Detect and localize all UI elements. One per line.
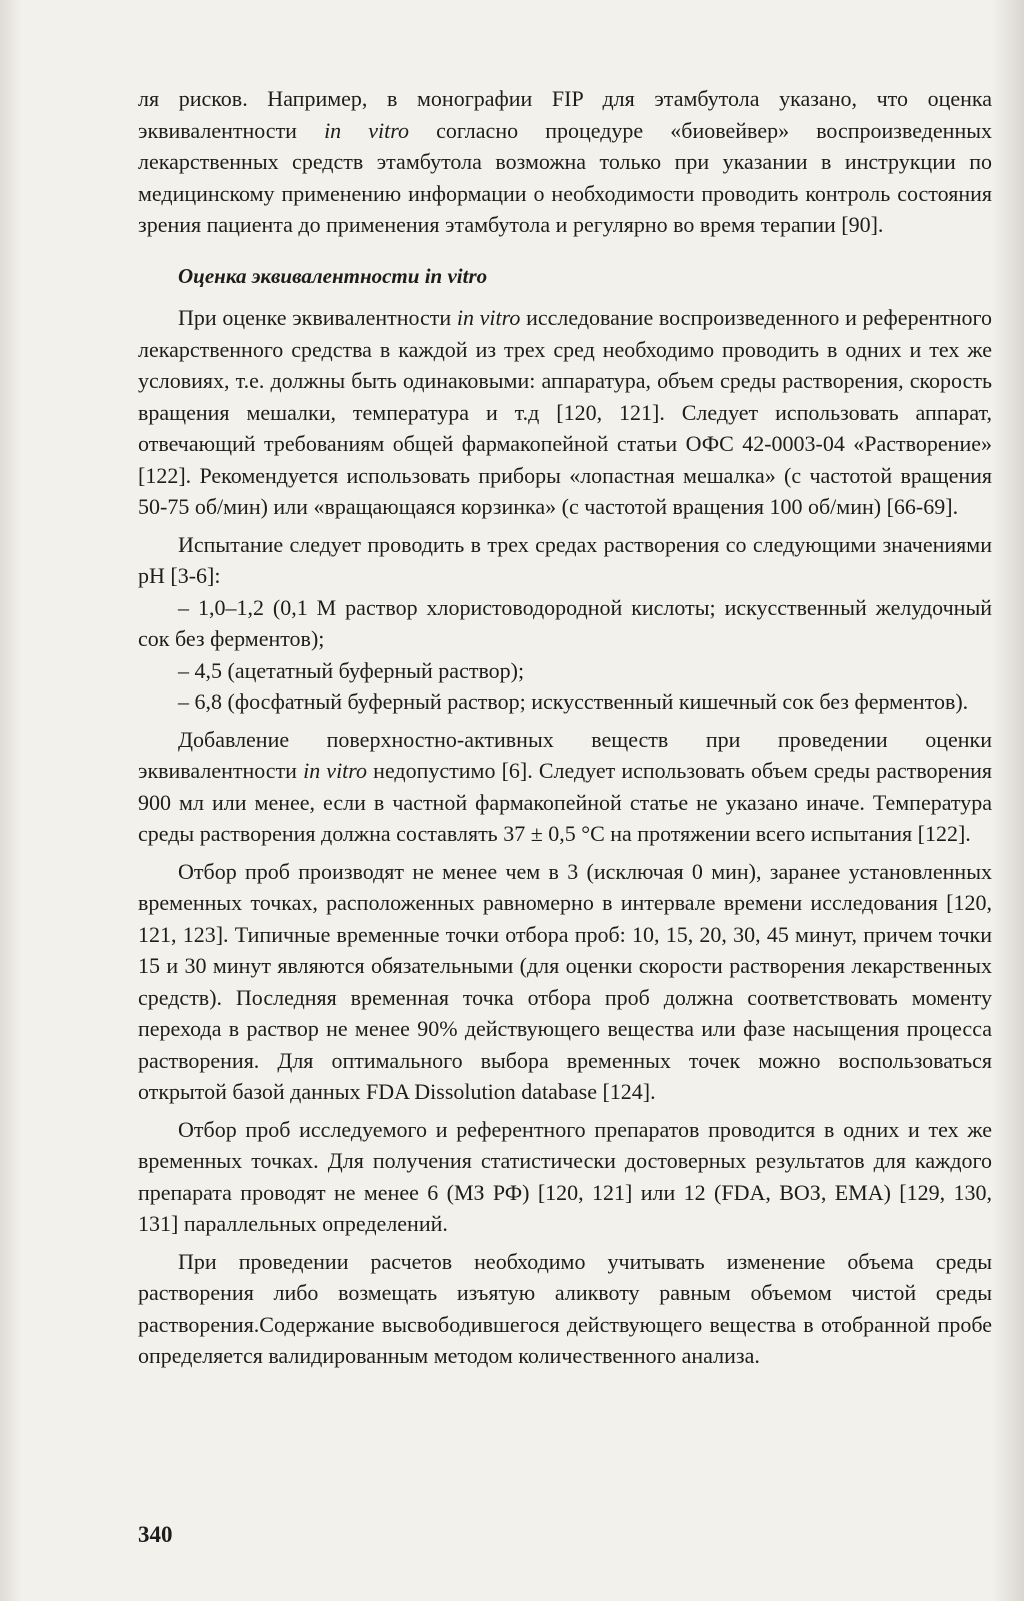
italic-term: in vitro bbox=[324, 117, 410, 143]
paragraph-continued: ля рисков. Например, в монографии FIP для этамбутола указано, что оценка эквивалентности in vitro согласно процедуре «биовейвер» воспроизведенных лекарственных средств этамбутола возможна только при указании в инструкции по медицинскому применению информации о необходимости проводить контроль состояния зрения пациента до применения этамбутола и регулярно во время терапии [90]. bbox=[138, 86, 992, 237]
paragraph: При проведении расчетов необходимо учитывать изменение объема среды растворения либо возмещать изъятую аликвоту равным объемом чистой среды растворения.Содержание высвободившегося действующего вещества в отобранной пробе определяется валидированным методом количественного анализа. bbox=[138, 1248, 992, 1368]
page-number: 340 bbox=[138, 1522, 173, 1547]
italic-term: in vitro bbox=[456, 305, 521, 330]
section-heading: Оценка эквивалентности in vitro bbox=[178, 263, 488, 288]
paragraph: Добавление поверхностно-активных веществ при проведении оценки эквивалентности in vitro недопустимо [6]. Следует использовать объем среды растворения 900 мл или менее, если в частной фармакопейной статье не указано иначе. Температура среды растворения должна составлять 37 ± 0,5 °С на протяжении всего испытания [122]. bbox=[138, 726, 992, 846]
page-text-block bbox=[138, 83, 992, 1372]
paragraph: Отбор проб исследуемого и референтного препаратов проводится в одних и тех же временных точках. Для получения статистически достоверных результатов для каждого препарата проводят не менее 6 (МЗ РФ) [120, 121] или 12 (FDA, ВОЗ, ЕМА) [129, 130, 131] параллельных определений. bbox=[138, 1116, 992, 1236]
list-item: – 1,0–1,2 (0,1 М раствор хлористоводородной кислоты; искусственный желудочный сок без ферментов); bbox=[138, 594, 992, 651]
page-edge-shadow-right bbox=[992, 0, 1024, 1601]
paragraph: Отбор проб производят не менее чем в 3 (исключая 0 мин), заранее установленных временных точках, расположенных равномерно в интервале времени исследования [120, 121, 123]. Типичные временные точки отбора проб: 10, 15, 20, 30, 45 минут, причем точки 15 и 30 минут являются обязательными (для оценки скорости растворения лекарственных средств). Последняя временная точка отбора проб должна соответствовать моменту перехода в раствор не менее 90% действующего вещества или фазе насыщения процесса растворения. Для оптимального выбора временных точек можно воспользоваться открытой базой данных FDA Dissolution database [124]. bbox=[138, 858, 992, 1104]
list-item: – 4,5 (ацетатный буферный раствор); bbox=[178, 657, 525, 683]
page-edge-shadow-left bbox=[0, 0, 22, 1601]
list-item: – 6,8 (фосфатный буферный раствор; искусственный кишечный сок без ферментов). bbox=[178, 689, 969, 714]
italic-term: in vitro bbox=[303, 758, 368, 783]
paragraph: Испытание следует проводить в трех средах растворения со следующими значениями рН [3-6]: bbox=[138, 531, 992, 588]
paragraph: При оценке эквивалентности in vitro исследование воспроизведенного и референтного лекарственного средства в каждой из трех сред необходимо проводить в одних и тех же условиях, т.е. должны быть одинаковыми: аппаратура, объем среды растворения, скорость вращения мешалки, температура и т.д [120, 121]. Следует использовать аппарат, отвечающий требованиям общей фармакопейной статьи ОФС 42-0003-04 «Растворение» [122]. Рекомендуется использовать приборы «лопастная мешалка» (с частотой вращения 50-75 об/мин) или «вращающаяся корзинка» (с частотой вращения 100 об/мин) [66-69]. bbox=[138, 305, 992, 519]
